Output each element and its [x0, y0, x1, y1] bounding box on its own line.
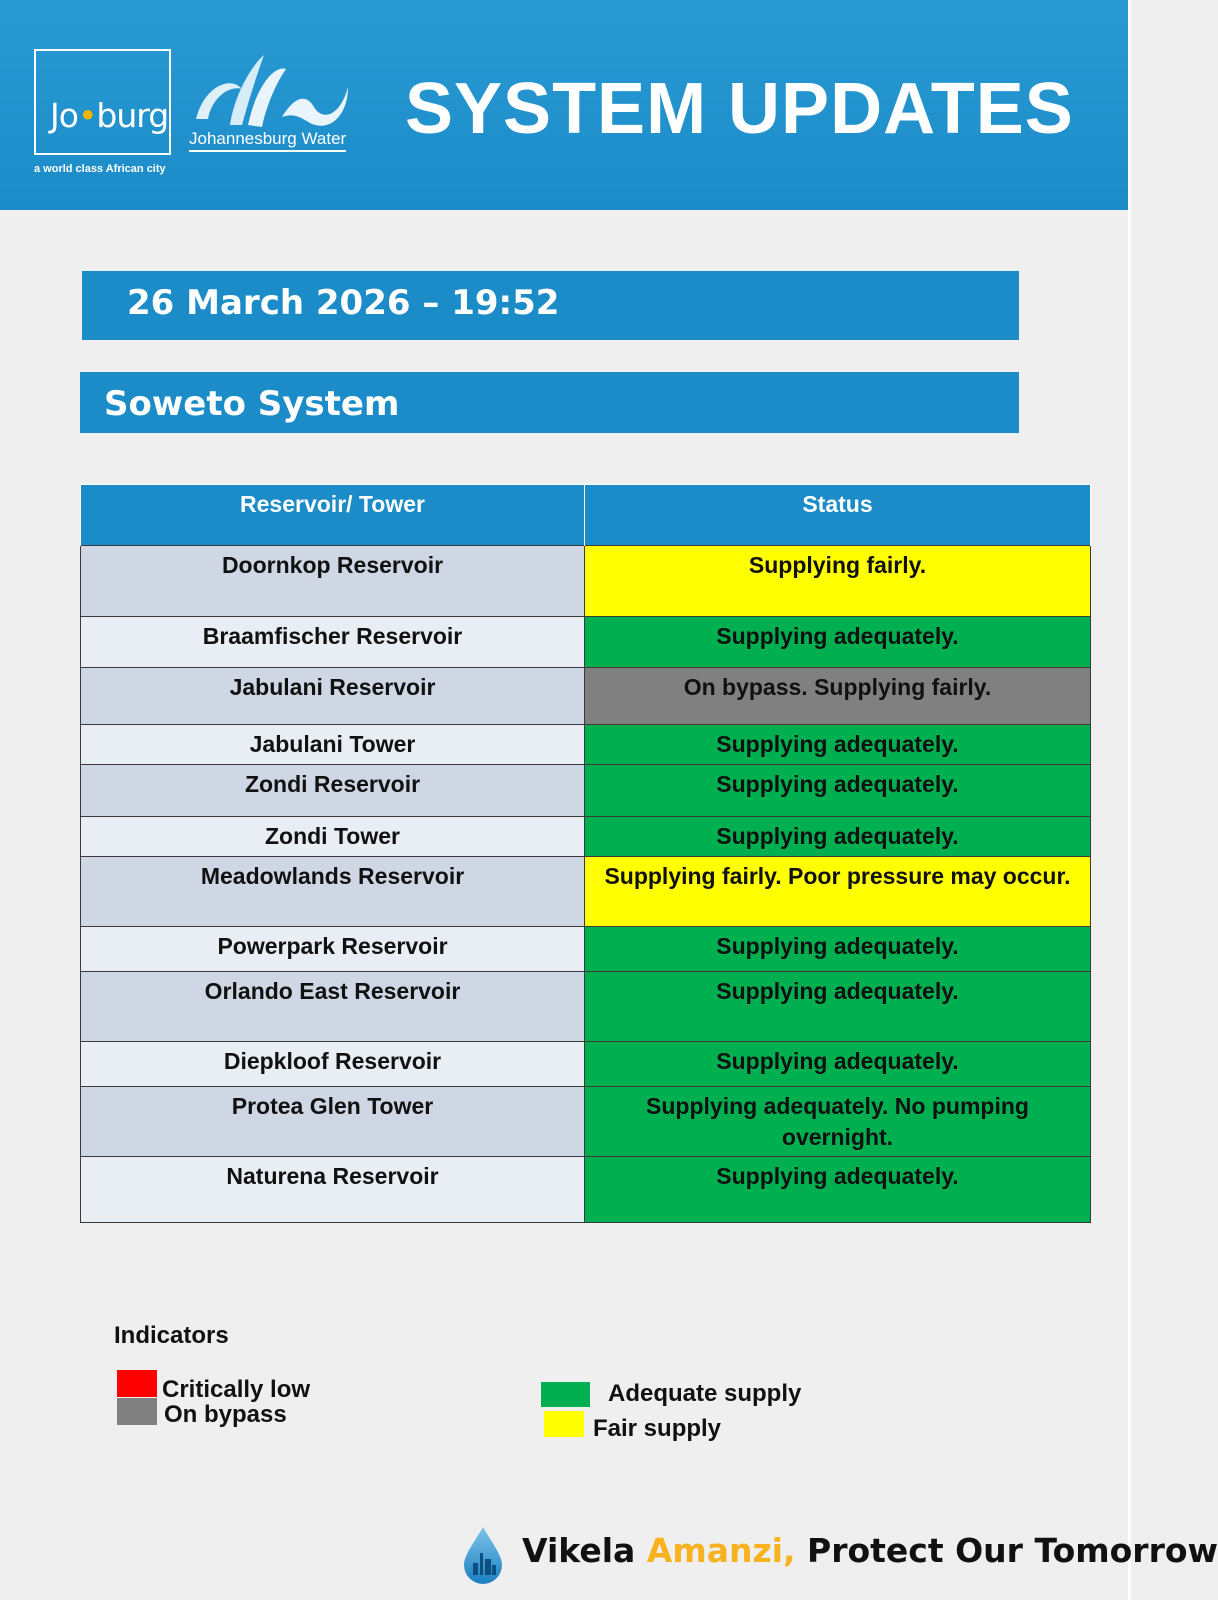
table-header-row: [81, 485, 1091, 546]
table-row: [81, 972, 1091, 1042]
joburg-tagline: a world class African city: [34, 163, 166, 175]
status-cell: Supplying adequately. No pumping overnight.: [585, 1087, 1091, 1157]
legend-swatch-adequate: [541, 1382, 590, 1407]
joburg-logo-dot: •: [77, 96, 97, 135]
status-cell: Supplying adequately.: [585, 817, 1091, 857]
status-cell: Supplying adequately.: [585, 927, 1091, 972]
reservoir-name-cell: Orlando East Reservoir: [81, 972, 585, 1042]
status-cell: Supplying adequately.: [585, 617, 1091, 668]
legend-label-on-bypass: On bypass: [164, 1401, 287, 1428]
table-row: [81, 725, 1091, 765]
status-cell: Supplying adequately.: [585, 725, 1091, 765]
reservoir-name-cell: Meadowlands Reservoir: [81, 857, 585, 927]
table-row: [81, 1042, 1091, 1087]
reservoir-name-cell: Doornkop Reservoir: [81, 546, 585, 617]
water-drop-skyline-icon: [462, 1525, 504, 1585]
table-row: [81, 765, 1091, 817]
footer-slogan-accent: Amanzi,: [646, 1531, 796, 1570]
column-header-reservoir: Reservoir/ Tower: [81, 485, 585, 546]
indicators-title: Indicators: [114, 1322, 229, 1349]
legend-label-critically-low: Critically low: [162, 1376, 311, 1403]
status-cell: Supplying adequately.: [585, 765, 1091, 817]
reservoir-name-cell: Naturena Reservoir: [81, 1157, 585, 1223]
date-time-text: 26 March 2026 – 19:52: [127, 283, 560, 323]
status-cell: Supplying adequately.: [585, 972, 1091, 1042]
column-header-status: Status: [585, 485, 1091, 546]
table-row: [81, 1157, 1091, 1223]
table-row: [81, 1087, 1091, 1157]
table-row: [81, 617, 1091, 668]
reservoir-name-cell: Diepkloof Reservoir: [81, 1042, 585, 1087]
legend-swatch-critically-low: [117, 1370, 157, 1397]
johannesburg-water-name: Johannesburg Water: [189, 129, 346, 152]
right-edge-strip: [1128, 0, 1131, 1600]
legend-swatch-on-bypass: [117, 1398, 157, 1425]
status-cell: On bypass. Supplying fairly.: [585, 668, 1091, 725]
johannesburg-water-wave-logo: [190, 47, 360, 137]
reservoir-name-cell: Zondi Reservoir: [81, 765, 585, 817]
reservoir-name-cell: Jabulani Reservoir: [81, 668, 585, 725]
footer-slogan: [522, 1531, 1218, 1570]
reservoir-status-table: [80, 484, 1091, 1223]
table-row: [81, 668, 1091, 725]
page-title: SYSTEM UPDATES: [405, 69, 1074, 149]
table-row: [81, 857, 1091, 927]
system-banner: [80, 372, 1019, 433]
reservoir-name-cell: Powerpark Reservoir: [81, 927, 585, 972]
footer-slogan-part3: Protect Our Tomorrow: [795, 1531, 1218, 1570]
reservoir-name-cell: Protea Glen Tower: [81, 1087, 585, 1157]
joburg-logo-text-post: burg: [96, 96, 169, 135]
status-cell: Supplying fairly.: [585, 546, 1091, 617]
table-row: [81, 927, 1091, 972]
reservoir-name-cell: Braamfischer Reservoir: [81, 617, 585, 668]
joburg-logo-text-pre: Jo: [50, 96, 78, 135]
legend-swatch-fair: [544, 1411, 584, 1437]
status-cell: Supplying fairly. Poor pressure may occur.: [585, 857, 1091, 927]
status-cell: Supplying adequately.: [585, 1042, 1091, 1087]
footer-slogan-part1: Vikela: [522, 1531, 647, 1570]
legend-label-fair: Fair supply: [593, 1415, 722, 1442]
reservoir-name-cell: Jabulani Tower: [81, 725, 585, 765]
table-row: [81, 817, 1091, 857]
date-banner: [82, 271, 1019, 340]
joburg-logo: [50, 96, 168, 135]
status-cell: Supplying adequately.: [585, 1157, 1091, 1223]
table-row: [81, 546, 1091, 617]
reservoir-name-cell: Zondi Tower: [81, 817, 585, 857]
header-banner: [0, 0, 1128, 210]
system-name: Soweto System: [104, 384, 400, 424]
legend-label-adequate: Adequate supply: [608, 1380, 802, 1407]
